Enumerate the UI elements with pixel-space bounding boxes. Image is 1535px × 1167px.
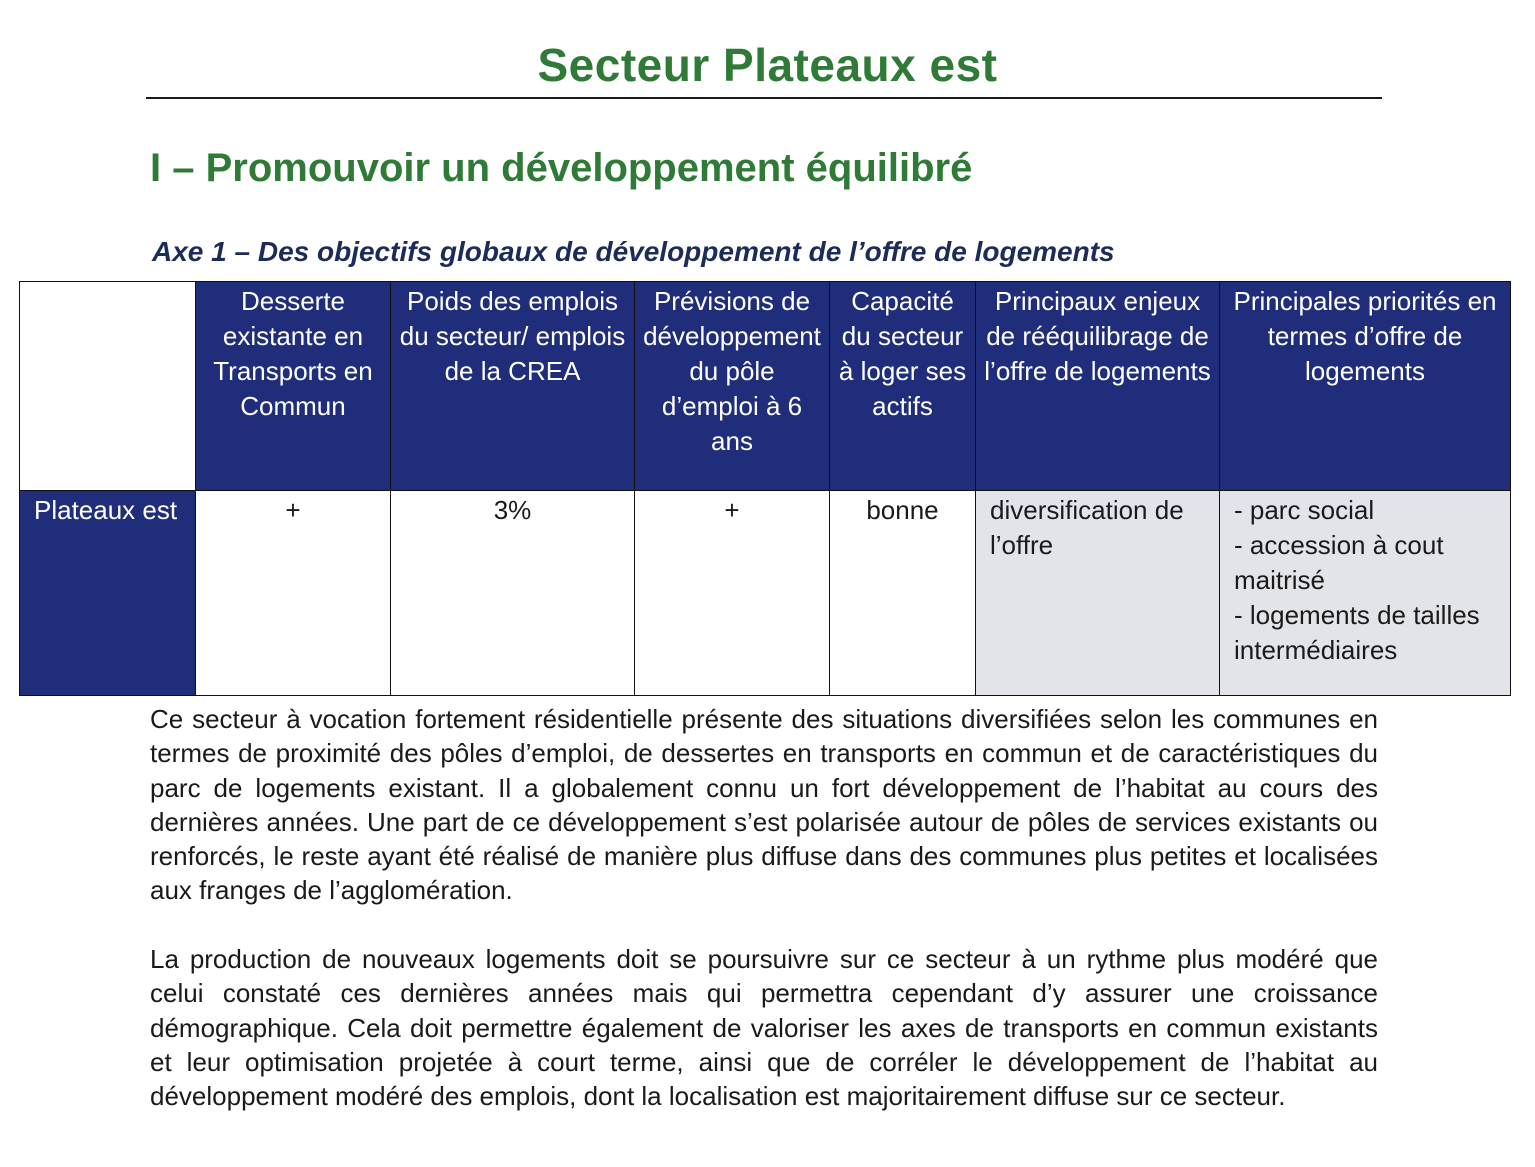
title-underline — [146, 97, 1382, 99]
body-paragraph-1: Ce secteur à vocation fortement résidentielle présente des situations diversifiées selon les communes en termes de proximité des pôles d’emploi, de dessertes en transports en commun et de caractéristiques du parc de logements existant. Il a globalement connu un fort développement de l’habitat au cours des dernières années. Une part de ce développement s’est polarisée autour de pôles de services existants ou renforcés, le reste ayant été réalisé de manière plus diffuse dans des communes plus petites et localisées aux franges de l’agglomération. — [150, 704, 1378, 906]
objectives-table — [19, 281, 1511, 696]
table-corner-cell — [20, 282, 196, 491]
priority-item: - parc social — [1234, 495, 1375, 525]
header-previsions: Prévisions de développement du pôle d’emploi à 6 ans — [635, 282, 830, 491]
cell-desserte: + — [196, 491, 391, 696]
axe-heading: Axe 1 – Des objectifs globaux de développement de l’offre de logements — [152, 236, 1115, 267]
section-heading: I – Promouvoir un développement équilibré — [150, 146, 973, 190]
document-title: Secteur Plateaux est — [537, 39, 998, 91]
priority-item: - accession à cout maitrisé — [1234, 530, 1444, 595]
cell-capacite: bonne — [830, 491, 976, 696]
body-paragraph-2: La production de nouveaux logements doit se poursuivre sur ce secteur à un rythme plus modéré que celui constaté ces dernières années mais qui permettra cependant d’y assurer une croissance démographique. Cela doit permettre également de valoriser les axes de transports en commun existants et leur optimisation projetée à court terme, ainsi que de corréler le développement de l’habitat au développement modéré des emplois, dont la localisation est majoritairement diffuse sur ce secteur. — [150, 944, 1378, 1112]
cell-previsions: + — [635, 491, 830, 696]
header-poids-emplois: Poids des emplois du secteur/ emplois de la CREA — [391, 282, 635, 491]
cell-priorites — [1220, 491, 1511, 696]
priorities-list — [1234, 493, 1504, 668]
header-capacite: Capacité du secteur à loger ses actifs — [830, 282, 976, 491]
header-priorites: Principales priorités en termes d’offre de logements — [1220, 282, 1511, 491]
table-row — [20, 491, 1511, 696]
header-enjeux: Principaux enjeux de rééquilibrage de l’offre de logements — [976, 282, 1220, 491]
table-header-row — [20, 282, 1511, 491]
row-label-plateaux-est: Plateaux est — [20, 491, 196, 696]
cell-enjeux: diversification de l’offre — [976, 491, 1220, 696]
header-desserte: Desserte existante en Transports en Commun — [196, 282, 391, 491]
cell-poids: 3% — [391, 491, 635, 696]
priority-item: - logements de tailles intermédiaires — [1234, 600, 1480, 665]
